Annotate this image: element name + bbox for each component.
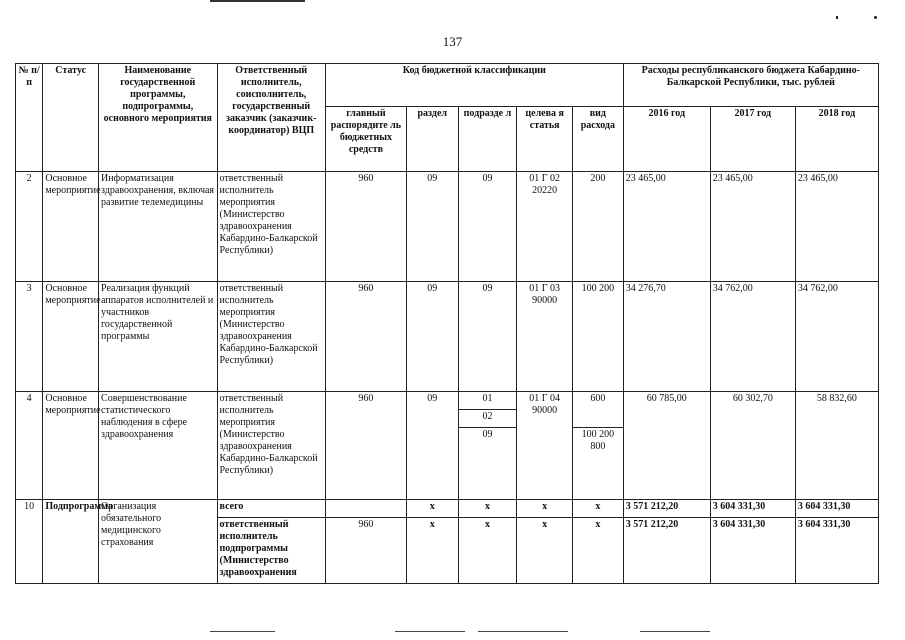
row-2016: 23 465,00 [623, 172, 710, 282]
row-2016: 34 276,70 [623, 282, 710, 392]
budget-code-header: Код бюджетной классификации [325, 64, 623, 107]
table-row [16, 282, 879, 392]
row-target: 01 Г 03 90000 [517, 282, 573, 392]
row-section: 09 [406, 392, 458, 500]
scan-mark [836, 16, 838, 19]
row-2016: 3 571 212,20 [623, 500, 710, 518]
col-num-header: № п/п [16, 64, 43, 172]
row-2017: 23 465,00 [710, 172, 795, 282]
row-section: 09 [406, 172, 458, 282]
row-expense-type: х [573, 518, 624, 584]
row-num: 3 [16, 282, 43, 392]
row-grbs [325, 500, 406, 518]
row-2018: 58 832,60 [795, 392, 878, 500]
row-subsection: 09 [458, 172, 517, 282]
col-status-header: Статус [43, 64, 99, 172]
row-expense-type: 100 200 [573, 282, 624, 392]
row-2018: 3 604 331,30 [795, 500, 878, 518]
row-2017: 60 302,70 [710, 392, 795, 500]
expenses-header: Расходы республиканского бюджета Кабардино-Балкарской Республики, тыс. рублей [623, 64, 878, 107]
row-status: Основное мероприятие [43, 282, 99, 392]
row-2017: 3 604 331,30 [710, 500, 795, 518]
row-name: Совершенствование статистического наблюдения в сфере здравоохранения [99, 392, 218, 500]
row-subsection: х [458, 518, 517, 584]
row-responsible [217, 518, 325, 584]
row-expense-type: 100 200 800 [573, 428, 624, 500]
row-expense-type: х [573, 500, 624, 518]
row-grbs: 960 [325, 392, 406, 500]
header-row [16, 64, 879, 107]
row-expense-type: 200 [573, 172, 624, 282]
bottom-rule [0, 631, 905, 633]
row-num: 10 [16, 500, 43, 584]
table-row [16, 172, 879, 282]
row-grbs: 960 [325, 282, 406, 392]
row-subsection: 09 [458, 428, 517, 500]
row-responsible: всего [217, 500, 325, 518]
row-status: Основное мероприятие [43, 392, 99, 500]
row-section: х [406, 500, 458, 518]
table-row [16, 392, 879, 410]
col-expense-type-header: вид расхода [573, 107, 624, 172]
row-2016: 3 571 212,20 [623, 518, 710, 584]
row-responsible: ответственный исполнитель мероприятия (Министерство здравоохранения Кабардино-Балкарской Республики) [217, 392, 325, 500]
row-2018: 23 465,00 [795, 172, 878, 282]
row-name: Информатизация здравоохранения, включая развитие телемедицины [99, 172, 218, 282]
col-2017-header: 2017 год [710, 107, 795, 172]
row-2017: 34 762,00 [710, 282, 795, 392]
row-subsection: 09 [458, 282, 517, 392]
row-target: х [517, 518, 573, 584]
top-rule [210, 0, 305, 2]
row-subsection: 01 [458, 392, 517, 410]
col-responsible-header: Ответственный исполнитель, соисполнитель, государственный заказчик (заказчик-координатор) ВЦП [217, 64, 325, 172]
row-name: Организация обязательного медицинского страхования [99, 500, 218, 584]
col-2018-header: 2018 год [795, 107, 878, 172]
col-target-header: целева я статья [517, 107, 573, 172]
row-2018: 34 762,00 [795, 282, 878, 392]
row-2016: 60 785,00 [623, 392, 710, 500]
row-name: Реализация функций аппаратов исполнителей и участников государственной программы [99, 282, 218, 392]
row-status: Подпрограмма [43, 500, 99, 584]
row-responsible-text: ответственный исполнитель подпрограммы (Министерство здравоохранения [219, 519, 297, 578]
row-num: 4 [16, 392, 43, 500]
col-subsection-header: подразде л [458, 107, 517, 172]
table-row [16, 500, 879, 518]
col-section-header: раздел [406, 107, 458, 172]
row-target: х [517, 500, 573, 518]
row-subsection: 02 [458, 410, 517, 428]
row-num: 2 [16, 172, 43, 282]
col-grbs-header: главный распорядите ль бюджетных средств [325, 107, 406, 172]
col-2016-header: 2016 год [623, 107, 710, 172]
row-target: 01 Г 04 90000 [517, 392, 573, 500]
row-status: Основное мероприятие [43, 172, 99, 282]
row-target: 01 Г 02 20220 [517, 172, 573, 282]
col-name-header: Наименование государственной программы, подпрограммы, основного мероприятия [99, 64, 218, 172]
row-2018: 3 604 331,30 [795, 518, 878, 584]
row-2017: 3 604 331,30 [710, 518, 795, 584]
scan-mark [874, 16, 877, 19]
page-number: 137 [442, 34, 463, 49]
row-grbs: 960 [325, 518, 406, 584]
budget-table [15, 63, 879, 584]
row-grbs: 960 [325, 172, 406, 282]
row-section: 09 [406, 282, 458, 392]
row-responsible: ответственный исполнитель мероприятия (Министерство здравоохранения Кабардино-Балкарской Республики) [217, 172, 325, 282]
row-expense-type: 600 [573, 392, 624, 428]
row-responsible: ответственный исполнитель мероприятия (Министерство здравоохранения Кабардино-Балкарской Республики) [217, 282, 325, 392]
row-subsection: х [458, 500, 517, 518]
row-section: х [406, 518, 458, 584]
